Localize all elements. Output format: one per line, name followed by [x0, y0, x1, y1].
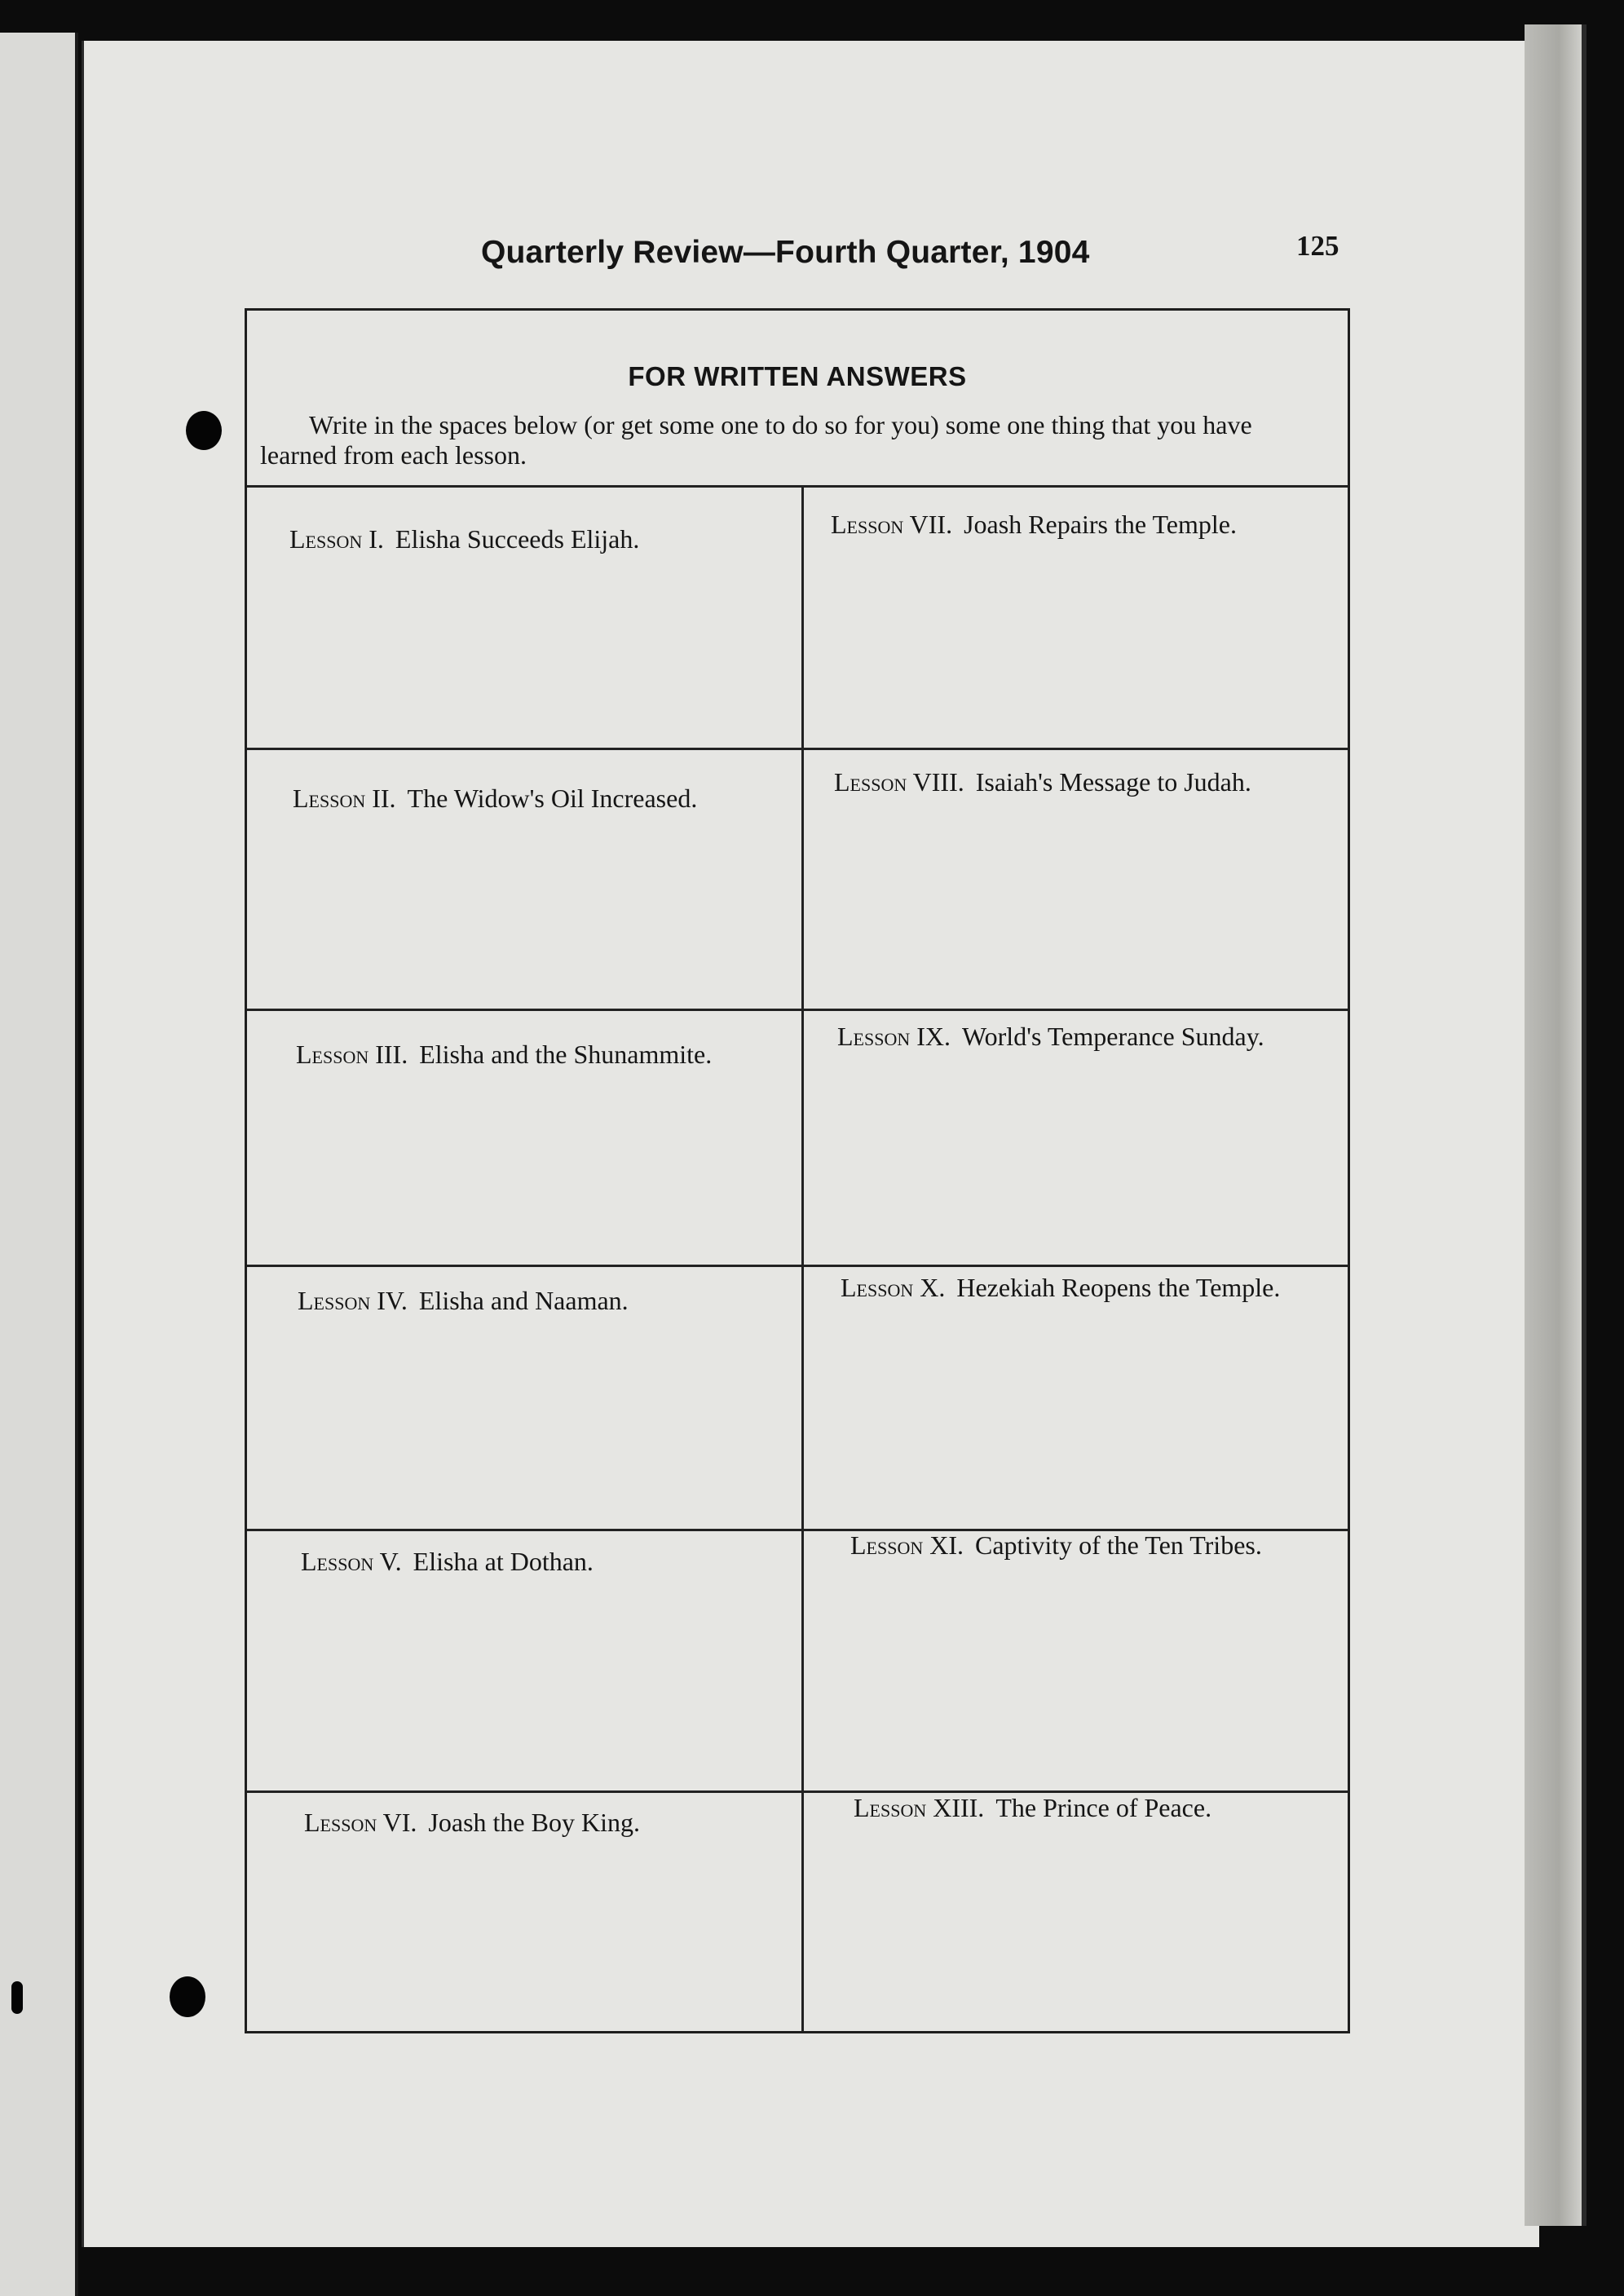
lesson-cell[interactable]	[296, 1040, 712, 1070]
row-divider	[247, 748, 1348, 750]
lesson-number: Lesson X.	[841, 1273, 946, 1302]
row-divider	[247, 1265, 1348, 1267]
lesson-number: Lesson III.	[296, 1040, 408, 1069]
form-instructions: Write in the spaces below (or get some one to do so for you) some one thing that you have learned from each lesson.	[260, 410, 1252, 470]
lesson-number: Lesson I.	[289, 524, 384, 554]
row-divider	[247, 485, 1348, 488]
lesson-title: The Widow's Oil Increased.	[407, 784, 698, 813]
lesson-cell[interactable]	[298, 1286, 629, 1316]
lesson-number: Lesson IX.	[837, 1022, 951, 1051]
punch-hole-icon	[170, 1976, 205, 2017]
form-title: FOR WRITTEN ANSWERS	[628, 361, 967, 391]
lesson-cell[interactable]	[850, 1530, 1262, 1561]
lesson-cell[interactable]	[834, 767, 1251, 797]
lesson-title: The Prince of Peace.	[995, 1793, 1212, 1822]
lesson-title: Joash Repairs the Temple.	[964, 510, 1237, 539]
page-number: 125	[1296, 230, 1339, 262]
lesson-title: Hezekiah Reopens the Temple.	[956, 1273, 1281, 1302]
punch-hole-icon	[11, 1981, 23, 2014]
punch-hole-icon	[186, 411, 222, 450]
column-divider	[801, 485, 804, 2031]
adjacent-page-edge	[0, 33, 78, 2296]
lesson-cell[interactable]	[293, 784, 697, 814]
lesson-title: Elisha and Naaman.	[418, 1286, 629, 1315]
lesson-cell[interactable]	[289, 524, 639, 554]
row-divider	[247, 1009, 1348, 1011]
lesson-number: Lesson VI.	[304, 1808, 417, 1837]
lesson-title: Elisha Succeeds Elijah.	[395, 524, 640, 554]
running-header: Quarterly Review—Fourth Quarter, 1904	[481, 235, 1090, 270]
answer-form	[245, 308, 1350, 2033]
lesson-title: Elisha and the Shunammite.	[419, 1040, 713, 1069]
lesson-number: Lesson V.	[301, 1547, 402, 1576]
lesson-number: Lesson IV.	[298, 1286, 408, 1315]
lesson-title: Elisha at Dothan.	[413, 1547, 594, 1576]
lesson-cell[interactable]	[304, 1808, 640, 1838]
lesson-title: Captivity of the Ten Tribes.	[975, 1530, 1262, 1560]
lesson-title: Joash the Boy King.	[428, 1808, 640, 1837]
lesson-number: Lesson II.	[293, 784, 396, 813]
lesson-cell[interactable]	[854, 1793, 1211, 1823]
lesson-number: Lesson VIII.	[834, 767, 964, 797]
lesson-cell[interactable]	[301, 1547, 594, 1577]
lesson-number: Lesson VII.	[831, 510, 953, 539]
lesson-cell[interactable]	[831, 510, 1237, 540]
page-edge-shadow	[1525, 24, 1586, 2226]
lesson-cell[interactable]	[841, 1273, 1280, 1303]
lesson-title: Isaiah's Message to Judah.	[975, 767, 1251, 797]
lesson-cell[interactable]	[837, 1022, 1264, 1052]
lesson-number: Lesson XIII.	[854, 1793, 985, 1822]
lesson-number: Lesson XI.	[850, 1530, 964, 1560]
lesson-title: World's Temperance Sunday.	[962, 1022, 1264, 1051]
